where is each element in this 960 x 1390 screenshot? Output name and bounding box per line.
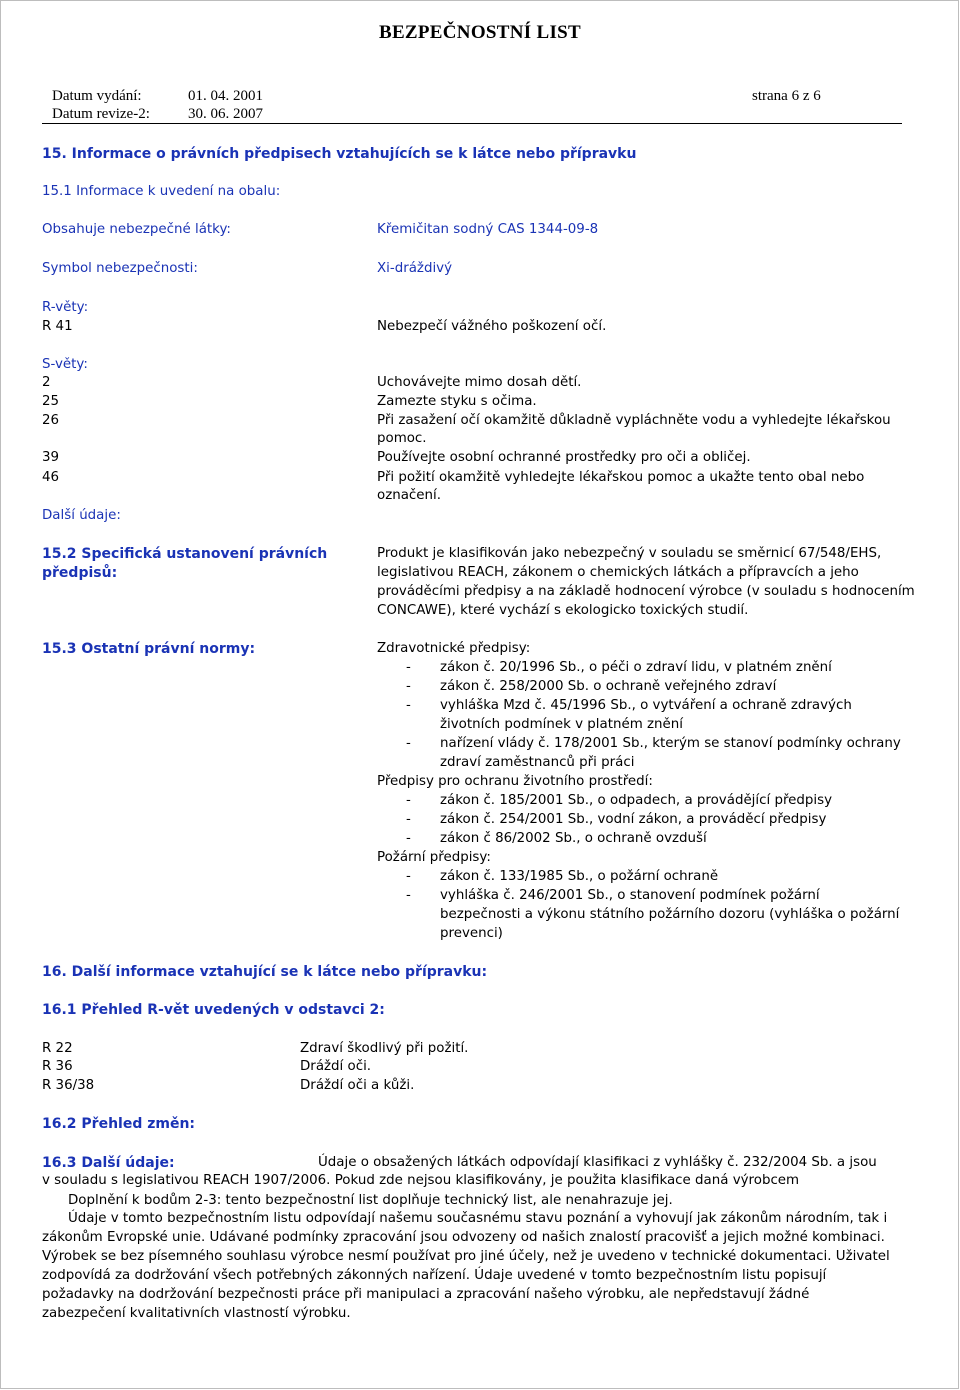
section-15-2-heading-continued: předpisů: (42, 565, 118, 581)
regulation-item-continued: bezpečnosti a výkonu státního požárního dozoru (vyhláška o požární (440, 907, 900, 922)
header-rule (42, 123, 902, 124)
regulation-item: zákon č. 20/1996 Sb., o péči o zdraví lidu, v platném znění (440, 660, 832, 675)
revision-date-label: Datum revize-2: (52, 106, 150, 122)
section-15-3-heading: 15.3 Ostatní právní normy: (42, 641, 256, 657)
document-title: BEZPEČNOSTNÍ LIST (378, 22, 582, 43)
regulation-item: vyhláška Mzd č. 45/1996 Sb., o vytváření a ochraně zdravých (440, 698, 852, 713)
s-phrase-text: Používejte osobní ochranné prostředky pro oči a obličej. (377, 450, 751, 465)
r-phrase-text: Nebezpečí vážného poškození očí. (377, 319, 607, 334)
s-phrase-text: Při požití okamžitě vyhledejte lékařskou pomoc a ukažte tento obal nebo (377, 470, 865, 485)
regulation-item-continued: zdraví zaměstnanců při práci (440, 755, 635, 770)
section-16-3-text: zodpovídá za dodržování všech potřebných zákonných nařízení. Údaje uvedené v tomto bezpečnostním listu popisují (42, 1268, 827, 1283)
section-15-2-text: legislativou REACH, zákonem o chemických látkách a přípravcích a jeho (377, 565, 859, 580)
section-16-3-text: Výrobek se bez písemného souhlasu výrobce nesmí používat pro jiné účely, než je uvedeno v technické dokumentaci. Uživatel (42, 1249, 890, 1264)
r-phrase-text: Dráždí oči a kůži. (300, 1078, 415, 1093)
revision-date-value: 30. 06. 2007 (188, 106, 263, 122)
section-16-heading: 16. Další informace vztahující se k látce nebo přípravku: (42, 964, 488, 980)
s-phrase-text: Uchovávejte mimo dosah dětí. (377, 375, 582, 390)
page-number: strana 6 z 6 (752, 88, 821, 104)
regulation-item: zákon č. 258/2000 Sb. o ochraně veřejného zdraví (440, 679, 777, 694)
regulation-item-continued: životních podmínek v platném znění (440, 717, 683, 732)
hazardous-substances-value: Křemičitan sodný CAS 1344-09-8 (377, 222, 599, 237)
r-phrase-text: Dráždí oči. (300, 1059, 372, 1074)
section-16-3-text: v souladu s legislativou REACH 1907/2006. Pokud zde nejsou klasifikovány, je použita klasifikace daná výrobcem (42, 1173, 800, 1188)
regulation-dash: - (406, 736, 411, 751)
issue-date-label: Datum vydání: (52, 88, 142, 104)
s-phrases-label: S-věty: (42, 357, 88, 372)
regulation-dash: - (406, 869, 411, 884)
section-16-3-text: zákonům Evropské unie. Udávané podmínky zpracování jsou odvozeny od našich znalostí pracovišť a jejich možné kombinaci. (42, 1230, 885, 1245)
regulation-item: zákon č 86/2002 Sb., o ochraně ovzduší (440, 831, 707, 846)
section-15-2-heading: 15.2 Specifická ustanovení právních (42, 546, 328, 562)
regulation-dash: - (406, 679, 411, 694)
regulation-item-continued: prevenci) (440, 926, 503, 941)
section-16-3-text: zabezpečení kvalitativních vlastností výrobku. (42, 1306, 351, 1321)
s-phrase-code: 26 (42, 413, 60, 428)
regulation-dash: - (406, 660, 411, 675)
section-16-1-heading: 16.1 Přehled R-vět uvedených v odstavci 2: (42, 1002, 385, 1018)
environment-regulations-label: Předpisy pro ochranu životního prostředí: (377, 774, 653, 789)
section-16-2-heading: 16.2 Přehled změn: (42, 1116, 196, 1132)
regulation-dash: - (406, 888, 411, 903)
r-phrase-code: R 41 (42, 319, 73, 334)
regulation-dash: - (406, 812, 411, 827)
regulation-item: zákon č. 254/2001 Sb., vodní zákon, a prováděcí předpisy (440, 812, 827, 827)
section-15-2-text: prováděcími předpisy a na základě hodnocení výrobce (v souladu s hodnocením (377, 584, 915, 599)
section-15-2-text: CONCAWE), které vychází s ekologicko toxických studií. (377, 603, 749, 618)
hazardous-substances-label: Obsahuje nebezpečné látky: (42, 222, 231, 237)
section-15-2-text: Produkt je klasifikován jako nebezpečný v souladu se směrnicí 67/548/EHS, (377, 546, 882, 561)
section-16-3-text: Údaje v tomto bezpečnostním listu odpovídají našemu současnému stavu poznání a vyhovují jak zákonům národním, tak i (68, 1211, 888, 1226)
regulation-dash: - (406, 793, 411, 808)
r-phrase-text: Zdraví škodlivý při požití. (300, 1041, 469, 1056)
s-phrase-code: 39 (42, 450, 60, 465)
s-phrase-text: Při zasažení očí okamžitě důkladně vypláchněte vodu a vyhledejte lékařskou (377, 413, 891, 428)
section-15-1-heading: 15.1 Informace k uvedení na obalu: (42, 184, 281, 199)
regulation-item: vyhláška č. 246/2001 Sb., o stanovení podmínek požární (440, 888, 820, 903)
other-data-label: Další údaje: (42, 508, 121, 523)
s-phrase-text: Zamezte styku s očima. (377, 394, 537, 409)
section-15-heading: 15. Informace o právních předpisech vztahujících se k látce nebo přípravku (42, 146, 637, 162)
regulation-item: zákon č. 185/2001 Sb., o odpadech, a provádějící předpisy (440, 793, 833, 808)
s-phrase-code: 46 (42, 470, 60, 485)
health-regulations-label: Zdravotnické předpisy: (377, 641, 531, 656)
section-16-3-text: Doplnění k bodům 2-3: tento bezpečnostní list doplňuje technický list, ale nenahrazuje jej. (68, 1193, 673, 1208)
s-phrase-text-continued: označení. (377, 488, 441, 503)
s-phrase-text-continued: pomoc. (377, 431, 427, 446)
hazard-symbol-label: Symbol nebezpečnosti: (42, 261, 198, 276)
s-phrase-code: 25 (42, 394, 60, 409)
regulation-dash: - (406, 698, 411, 713)
section-16-3-text: Údaje o obsažených látkách odpovídají klasifikaci z vyhlášky č. 232/2004 Sb. a jsou (318, 1155, 877, 1170)
r-phrase-code: R 36 (42, 1059, 73, 1074)
fire-regulations-label: Požární předpisy: (377, 850, 491, 865)
regulation-item: nařízení vlády č. 178/2001 Sb., kterým se stanoví podmínky ochrany (440, 736, 901, 751)
section-16-3-text: požadavky na dodržování bezpečnosti práce při manipulaci a zpracování našeho výrobku, ale nepředstavují žádné (42, 1287, 810, 1302)
hazard-symbol-value: Xi-dráždivý (377, 261, 453, 276)
regulation-item: zákon č. 133/1985 Sb., o požární ochraně (440, 869, 719, 884)
s-phrase-code: 2 (42, 375, 51, 390)
r-phrases-label: R-věty: (42, 300, 89, 315)
r-phrase-code: R 36/38 (42, 1078, 95, 1093)
regulation-dash: - (406, 831, 411, 846)
section-16-3-heading: 16.3 Další údaje: (42, 1155, 175, 1171)
issue-date-value: 01. 04. 2001 (188, 88, 263, 104)
r-phrase-code: R 22 (42, 1041, 73, 1056)
